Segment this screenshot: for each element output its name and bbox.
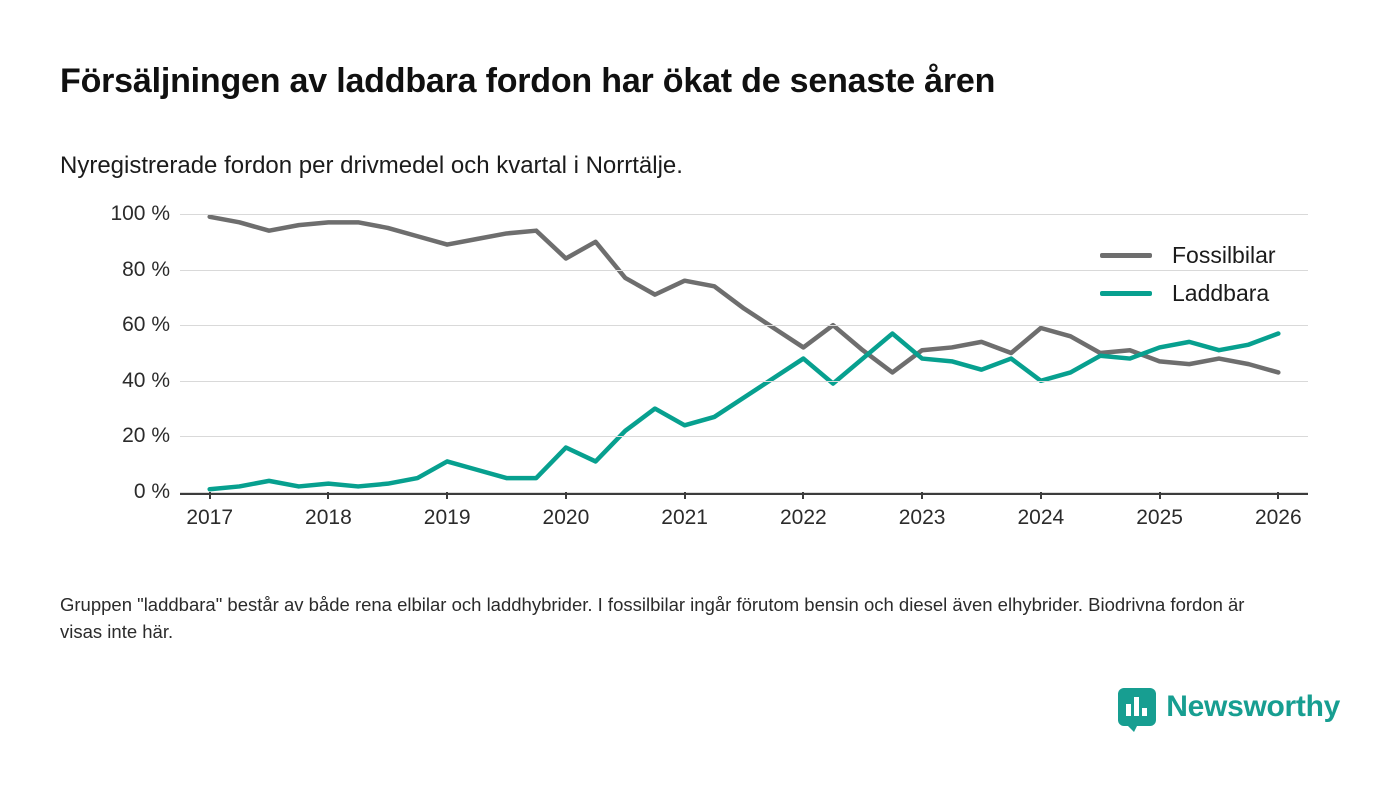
x-axis-tick-label: 2019 bbox=[423, 506, 471, 529]
gridline bbox=[180, 325, 1308, 326]
y-axis-tick-label: 100 % bbox=[110, 202, 170, 225]
x-axis-tick-mark bbox=[1159, 492, 1161, 499]
chart-subtitle: Nyregistrerade fordon per drivmedel och kvartal i Norrtälje. bbox=[60, 152, 683, 179]
x-axis-tick-mark bbox=[565, 492, 567, 499]
x-axis-tick-label: 2020 bbox=[542, 506, 590, 529]
chart-footnote: Gruppen "laddbara" består av både rena elbilar och laddhybrider. I fossilbilar ingår förutom bensin och diesel även elhybrider. Biodrivna fordon är visas inte här. bbox=[60, 594, 1245, 642]
x-axis-tick-label: 2026 bbox=[1254, 506, 1302, 529]
x-axis-tick-label: 2025 bbox=[1136, 506, 1183, 529]
newsworthy-chart-icon bbox=[1118, 688, 1156, 726]
x-axis-tick-mark bbox=[1040, 492, 1042, 499]
x-axis-tick-label: 2021 bbox=[661, 506, 708, 529]
x-axis-tick-label: 2018 bbox=[305, 506, 352, 529]
gridline bbox=[180, 214, 1308, 215]
brand-logo bbox=[1118, 688, 1340, 726]
chart-container bbox=[60, 200, 1340, 550]
legend-swatch bbox=[1100, 253, 1152, 258]
y-axis-tick-label: 80 % bbox=[122, 257, 170, 281]
y-axis-tick-label: 0 % bbox=[133, 480, 170, 503]
gridline bbox=[180, 436, 1308, 437]
legend-swatch bbox=[1100, 291, 1152, 296]
x-axis-tick-mark bbox=[327, 492, 329, 499]
legend-label: Fossilbilar bbox=[1172, 241, 1276, 268]
x-axis-tick-label: 2023 bbox=[898, 506, 946, 529]
brand-name: Newsworthy bbox=[1166, 690, 1340, 723]
y-axis-tick-label: 40 % bbox=[122, 368, 170, 392]
x-axis-tick-label: 2022 bbox=[780, 506, 827, 529]
x-axis-tick-mark bbox=[921, 492, 923, 499]
legend-label: Laddbara bbox=[1172, 279, 1270, 306]
y-axis-tick-label: 20 % bbox=[122, 424, 170, 448]
x-axis-tick-mark bbox=[684, 492, 686, 499]
x-axis-tick-label: 2024 bbox=[1017, 506, 1065, 529]
y-axis-tick-label: 60 % bbox=[122, 313, 170, 337]
page-title: Försäljningen av laddbara fordon har ökat de senaste åren bbox=[60, 62, 996, 100]
x-axis-tick-mark bbox=[1277, 492, 1279, 499]
gridline bbox=[180, 381, 1308, 382]
x-axis-tick-label: 2017 bbox=[186, 506, 234, 529]
x-axis-tick-mark bbox=[446, 492, 448, 499]
x-axis-tick-mark bbox=[802, 492, 804, 499]
chart-legend bbox=[1100, 236, 1340, 312]
legend-item[interactable] bbox=[1100, 236, 1340, 274]
x-axis-tick-mark bbox=[209, 492, 211, 499]
legend-item[interactable] bbox=[1100, 274, 1340, 312]
series-line bbox=[210, 334, 1279, 490]
gridline bbox=[180, 492, 1308, 493]
